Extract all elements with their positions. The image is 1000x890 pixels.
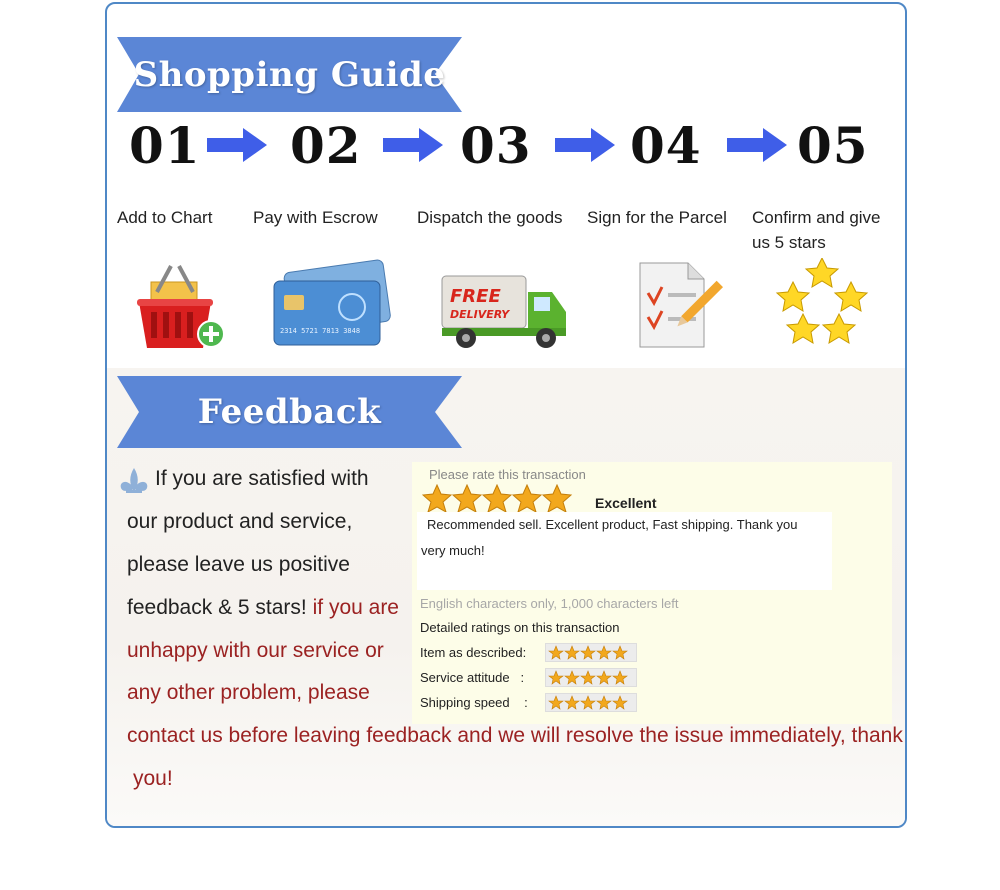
arrow-right-icon — [727, 128, 789, 162]
feedback-line-4b: if you are — [312, 596, 399, 619]
svg-text:DELIVERY: DELIVERY — [450, 308, 510, 321]
feedback-line-1: If you are satisfied with — [155, 467, 369, 490]
detail-stars-service[interactable] — [545, 668, 637, 687]
step-label-4: Sign for the Parcel — [587, 208, 727, 227]
rate-prompt: Please rate this transaction — [429, 467, 586, 482]
review-line-2: very much! — [421, 543, 485, 558]
svg-text:FREE: FREE — [450, 286, 501, 307]
feedback-line-4a: feedback & 5 stars! — [127, 596, 307, 619]
feedback-line-2: our product and service, — [127, 510, 353, 533]
detailed-ratings-title: Detailed ratings on this transaction — [420, 620, 620, 635]
detail-stars-shipping[interactable] — [545, 693, 637, 712]
shopping-guide-title: Shopping Guide — [133, 54, 446, 95]
arrow-right-icon — [383, 128, 445, 162]
step-label-5: Confirm and give us 5 stars — [752, 208, 881, 252]
chars-note: English characters only, 1,000 characters left — [420, 596, 679, 611]
delivery-truck-icon — [440, 272, 572, 357]
detail-label-shipping: Shipping speed : — [420, 695, 528, 710]
step-number-4: 04 — [630, 116, 702, 175]
rating-word: Excellent — [595, 495, 657, 511]
step-number-5: 05 — [797, 116, 869, 175]
feedback-title: Feedback — [197, 392, 382, 432]
five-stars-icon — [775, 258, 875, 355]
feedback-line-6: any other problem, please — [127, 681, 370, 704]
feedback-line-4 — [127, 596, 399, 620]
shopping-guide-frame — [105, 2, 907, 828]
arrow-right-icon — [555, 128, 617, 162]
feedback-banner — [117, 376, 462, 448]
detail-label-item: Item as described: — [420, 645, 527, 660]
shopping-basket-icon — [133, 262, 229, 357]
signed-document-icon — [620, 259, 732, 354]
credit-card-icon — [270, 259, 392, 352]
arrow-right-icon — [207, 128, 269, 162]
feedback-line-3: please leave us positive — [127, 553, 350, 576]
rating-panel — [412, 462, 892, 724]
shopping-guide-banner — [117, 37, 462, 112]
step-number-2: 02 — [290, 116, 362, 175]
step-label-3: Dispatch the goods — [417, 208, 563, 227]
review-line-1: Recommended sell. Excellent product, Fast shipping. Thank you — [427, 517, 798, 532]
feedback-line-8: you! — [133, 767, 173, 790]
detail-label-service: Service attitude : — [420, 670, 525, 685]
step-number-1: 01 — [129, 116, 201, 175]
step-number-3: 03 — [460, 116, 532, 175]
step-label-1: Add to Chart — [117, 208, 213, 227]
svg-text:2314 5721 7813 3848: 2314 5721 7813 3848 — [280, 327, 361, 335]
feedback-line-5: unhappy with our service or — [127, 639, 384, 662]
review-textarea[interactable] — [417, 512, 832, 590]
feedback-line-7: contact us before leaving feedback and we will resolve the issue immediately, thank — [127, 724, 903, 747]
detail-stars-item[interactable] — [545, 643, 637, 662]
fleur-de-lis-icon — [117, 466, 151, 505]
step-label-2: Pay with Escrow — [253, 208, 378, 227]
